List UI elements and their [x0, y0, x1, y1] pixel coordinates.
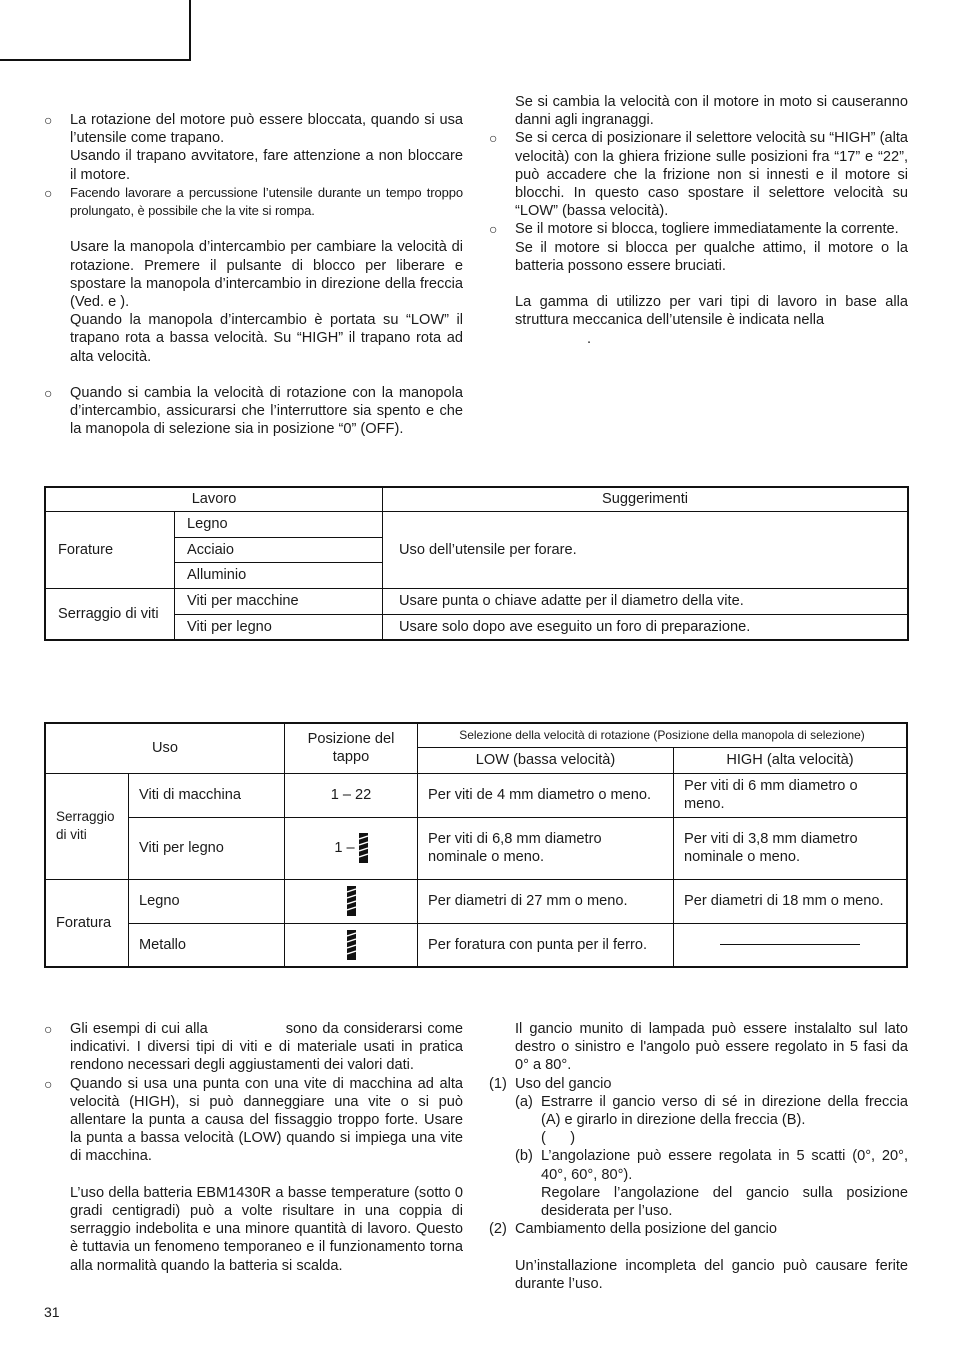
- table-cell: Per foratura con punta per il ferro.: [418, 923, 674, 967]
- table-cell-empty: [674, 923, 908, 967]
- paragraph: Quando si cambia la velocità di rotazione con la manopola d’intercambio, assicurarsi che l’interruttore sia spento e che la manopola di selezione sia in posizione “0” (OFF).: [70, 385, 463, 438]
- drill-bit-icon: [347, 930, 356, 960]
- work-tips-table: [44, 486, 909, 641]
- item-number: (1): [489, 1075, 507, 1092]
- table-header-use: Uso: [45, 723, 285, 773]
- bullet-circle-icon: ○: [44, 1021, 53, 1037]
- table-cell: Alluminio: [175, 562, 383, 588]
- bullet-item: [44, 1075, 463, 1166]
- item-number: (2): [489, 1221, 507, 1238]
- paragraph: Quando si usa una punta con una vite di macchina ad alta velocità (HIGH), si può danneggiare una vite o si può allentare la punta a causa del fissaggio troppo forte. Usare la punta a bassa velocità (LOW) quando si impiega una vite di macchina.: [70, 1075, 463, 1165]
- left-bottom-column: [44, 1020, 463, 1275]
- bullet-item: [44, 111, 463, 184]
- paragraph: Usare la manopola d’intercambio per cambiare la velocità di rotazione. Premere il pulsante di blocco per liberare e spostare la manopola d’intercambio in direzione della freccia (Ved. e ).: [70, 239, 463, 311]
- paragraph: Il gancio munito di lampada può essere instalalto sul lato destro o sinistro e l'angolo può essere regolato in 5 fasi da 0° a 80°.: [515, 1021, 908, 1074]
- numbered-item: [489, 1220, 908, 1238]
- table-cell: Usare solo dopo ave eseguito un foro di preparazione.: [383, 614, 909, 640]
- paragraph: Usando il trapano avvitatore, fare attenzione a non bloccare il motore.: [70, 148, 463, 183]
- table-cell-position: [285, 817, 418, 879]
- table-cell: Per diametri di 27 mm o meno.: [418, 879, 674, 923]
- table-header-position: Posizione del tappo: [285, 723, 418, 773]
- table-header-tips: Suggerimenti: [383, 487, 909, 511]
- speed-selection-table: [44, 722, 908, 968]
- bullet-item: [489, 129, 908, 220]
- table-cell: Metallo: [129, 923, 285, 967]
- group-screw: Serraggio di viti: [45, 588, 175, 640]
- table-cell: Viti per macchine: [175, 588, 383, 614]
- table-cell: Legno: [129, 879, 285, 923]
- bullet-circle-icon: ○: [44, 112, 53, 128]
- page-number: 31: [44, 1304, 60, 1320]
- bullet-circle-icon: ○: [44, 184, 53, 201]
- paragraph: Facendo lavorare a percussione l’utensile durante un tempo troppo prolungato, è possibile che la vite si rompa.: [70, 184, 463, 219]
- table-cell: Acciaio: [175, 537, 383, 562]
- table-cell: Per viti di 6 mm diametro o meno.: [674, 773, 908, 817]
- table-cell-position: [285, 923, 418, 967]
- sub-item: [489, 1093, 908, 1148]
- group-screw: Serraggio di viti: [45, 773, 129, 879]
- paragraph: Se si cambia la velocità con il motore in moto si causeranno danni agli ingranaggi.: [515, 94, 908, 129]
- drill-bit-icon: [347, 886, 356, 916]
- sub-item: [489, 1147, 908, 1220]
- paragraph: La rotazione del motore può essere bloccata, quando si usa l’utensile come trapano.: [70, 112, 463, 147]
- right-top-column: [489, 93, 908, 348]
- table-cell: Per viti di 6,8 mm diametro nominale o meno.: [418, 817, 674, 879]
- table-header-high: HIGH (alta velocità): [674, 747, 908, 773]
- table-cell: Viti di macchina: [129, 773, 285, 817]
- right-bottom-column: [489, 1020, 908, 1293]
- paragraph: Un’installazione incompleta del gancio può causare ferite durante l’uso.: [515, 1257, 908, 1292]
- bullet-item: [44, 184, 463, 220]
- table-header-work: Lavoro: [45, 487, 383, 511]
- table-cell: Legno: [175, 511, 383, 537]
- bullet-circle-icon: ○: [489, 221, 498, 238]
- bullet-circle-icon: ○: [44, 1075, 53, 1092]
- bullet-circle-icon: ○: [489, 130, 498, 147]
- drill-bit-icon: [359, 833, 368, 863]
- bullet-item: [489, 220, 908, 275]
- item-letter: (a): [515, 1093, 533, 1110]
- table-cell-position: [285, 879, 418, 923]
- text: Gli esempi di cui alla: [70, 1021, 208, 1037]
- paragraph: Cambiamento della posizione del gancio: [515, 1221, 778, 1238]
- header-tab-frame: [0, 0, 191, 61]
- table-cell: Usare punta o chiave adatte per il diametro della vite.: [383, 588, 909, 614]
- paragraph: Regolare l’angolazione del gancio sulla posizione desiderata per l’uso.: [541, 1184, 908, 1220]
- paragraph: L’angolazione può essere regolata in 5 scatti (0°, 20°, 40°, 60°, 80°).: [541, 1148, 908, 1183]
- table-cell: Viti per legno: [175, 614, 383, 640]
- item-letter: (b): [515, 1148, 533, 1165]
- bullet-item: [44, 1020, 463, 1075]
- paragraph: Se il motore si blocca, togliere immediatamente la corrente.: [515, 221, 899, 238]
- table-cell: Uso dell’utensile per forare.: [383, 511, 909, 588]
- group-drilling: Forature: [45, 511, 175, 588]
- left-top-column: [44, 111, 463, 439]
- paragraph: Quando la manopola d’intercambio è portata su “LOW” il trapano rota a bassa velocità. Su “HIGH” il trapano rota ad alta velocità.: [70, 312, 463, 365]
- table-cell: Per viti di 3,8 mm diametro nominale o meno.: [674, 817, 908, 879]
- table-cell: 1 – 22: [285, 773, 418, 817]
- table-cell: Per diametri di 18 mm o meno.: [674, 879, 908, 923]
- paragraph: La gamma di utilizzo per vari tipi di lavoro in base alla struttura meccanica dell’utensile è indicata nella: [515, 294, 908, 329]
- table-header-low: LOW (bassa velocità): [418, 747, 674, 773]
- paragraph: Uso del gancio: [515, 1075, 612, 1092]
- table-cell: 1 –: [334, 839, 355, 856]
- paragraph: Estrarre il gancio verso di sé in direzione della freccia (A) e girarlo in direzione della freccia (B).: [541, 1093, 908, 1129]
- figure-reference: ( ): [541, 1130, 576, 1147]
- paragraph-end: .: [587, 330, 592, 347]
- table-header-selection: Selezione della velocità di rotazione (Posizione della manopola di selezione): [418, 723, 908, 747]
- numbered-item: [489, 1075, 908, 1093]
- bullet-circle-icon: ○: [44, 385, 53, 402]
- paragraph: L’uso della batteria EBM1430R a basse temperature (sotto 0 gradi centigradi) può a volte risultare in una coppia di serraggio indebolita e una minore quantità di lavoro. Questo è tuttavia un fenomeno temporaneo e il funzionamento torna alla normalità quando la batteria si scalda.: [70, 1184, 463, 1274]
- text: sono da considerarsi come indicativi. I diversi tipi di viti e di materiale usati in pratica rendono necessari degli aggiustamenti dei valori dati.: [70, 1021, 464, 1074]
- bullet-item: [44, 384, 463, 439]
- table-cell: Viti per legno: [129, 817, 285, 879]
- paragraph: [70, 1020, 463, 1075]
- paragraph: Se si cerca di posizionare il selettore velocità su “HIGH” (alta velocità) con la ghiera frizione sulle posizioni fra “17” e “22”, può accadere che la frizione non si innesti e il motore si blocchi. In questo caso spostare il selettore velocità su “LOW” (bassa velocità).: [515, 130, 908, 220]
- dash-line: [720, 944, 860, 945]
- table-cell: Per viti de 4 mm diametro o meno.: [418, 773, 674, 817]
- paragraph: Se il motore si blocca per qualche attimo, il motore o la batteria possono essere bruciati.: [515, 239, 908, 274]
- group-drill: Foratura: [45, 879, 129, 967]
